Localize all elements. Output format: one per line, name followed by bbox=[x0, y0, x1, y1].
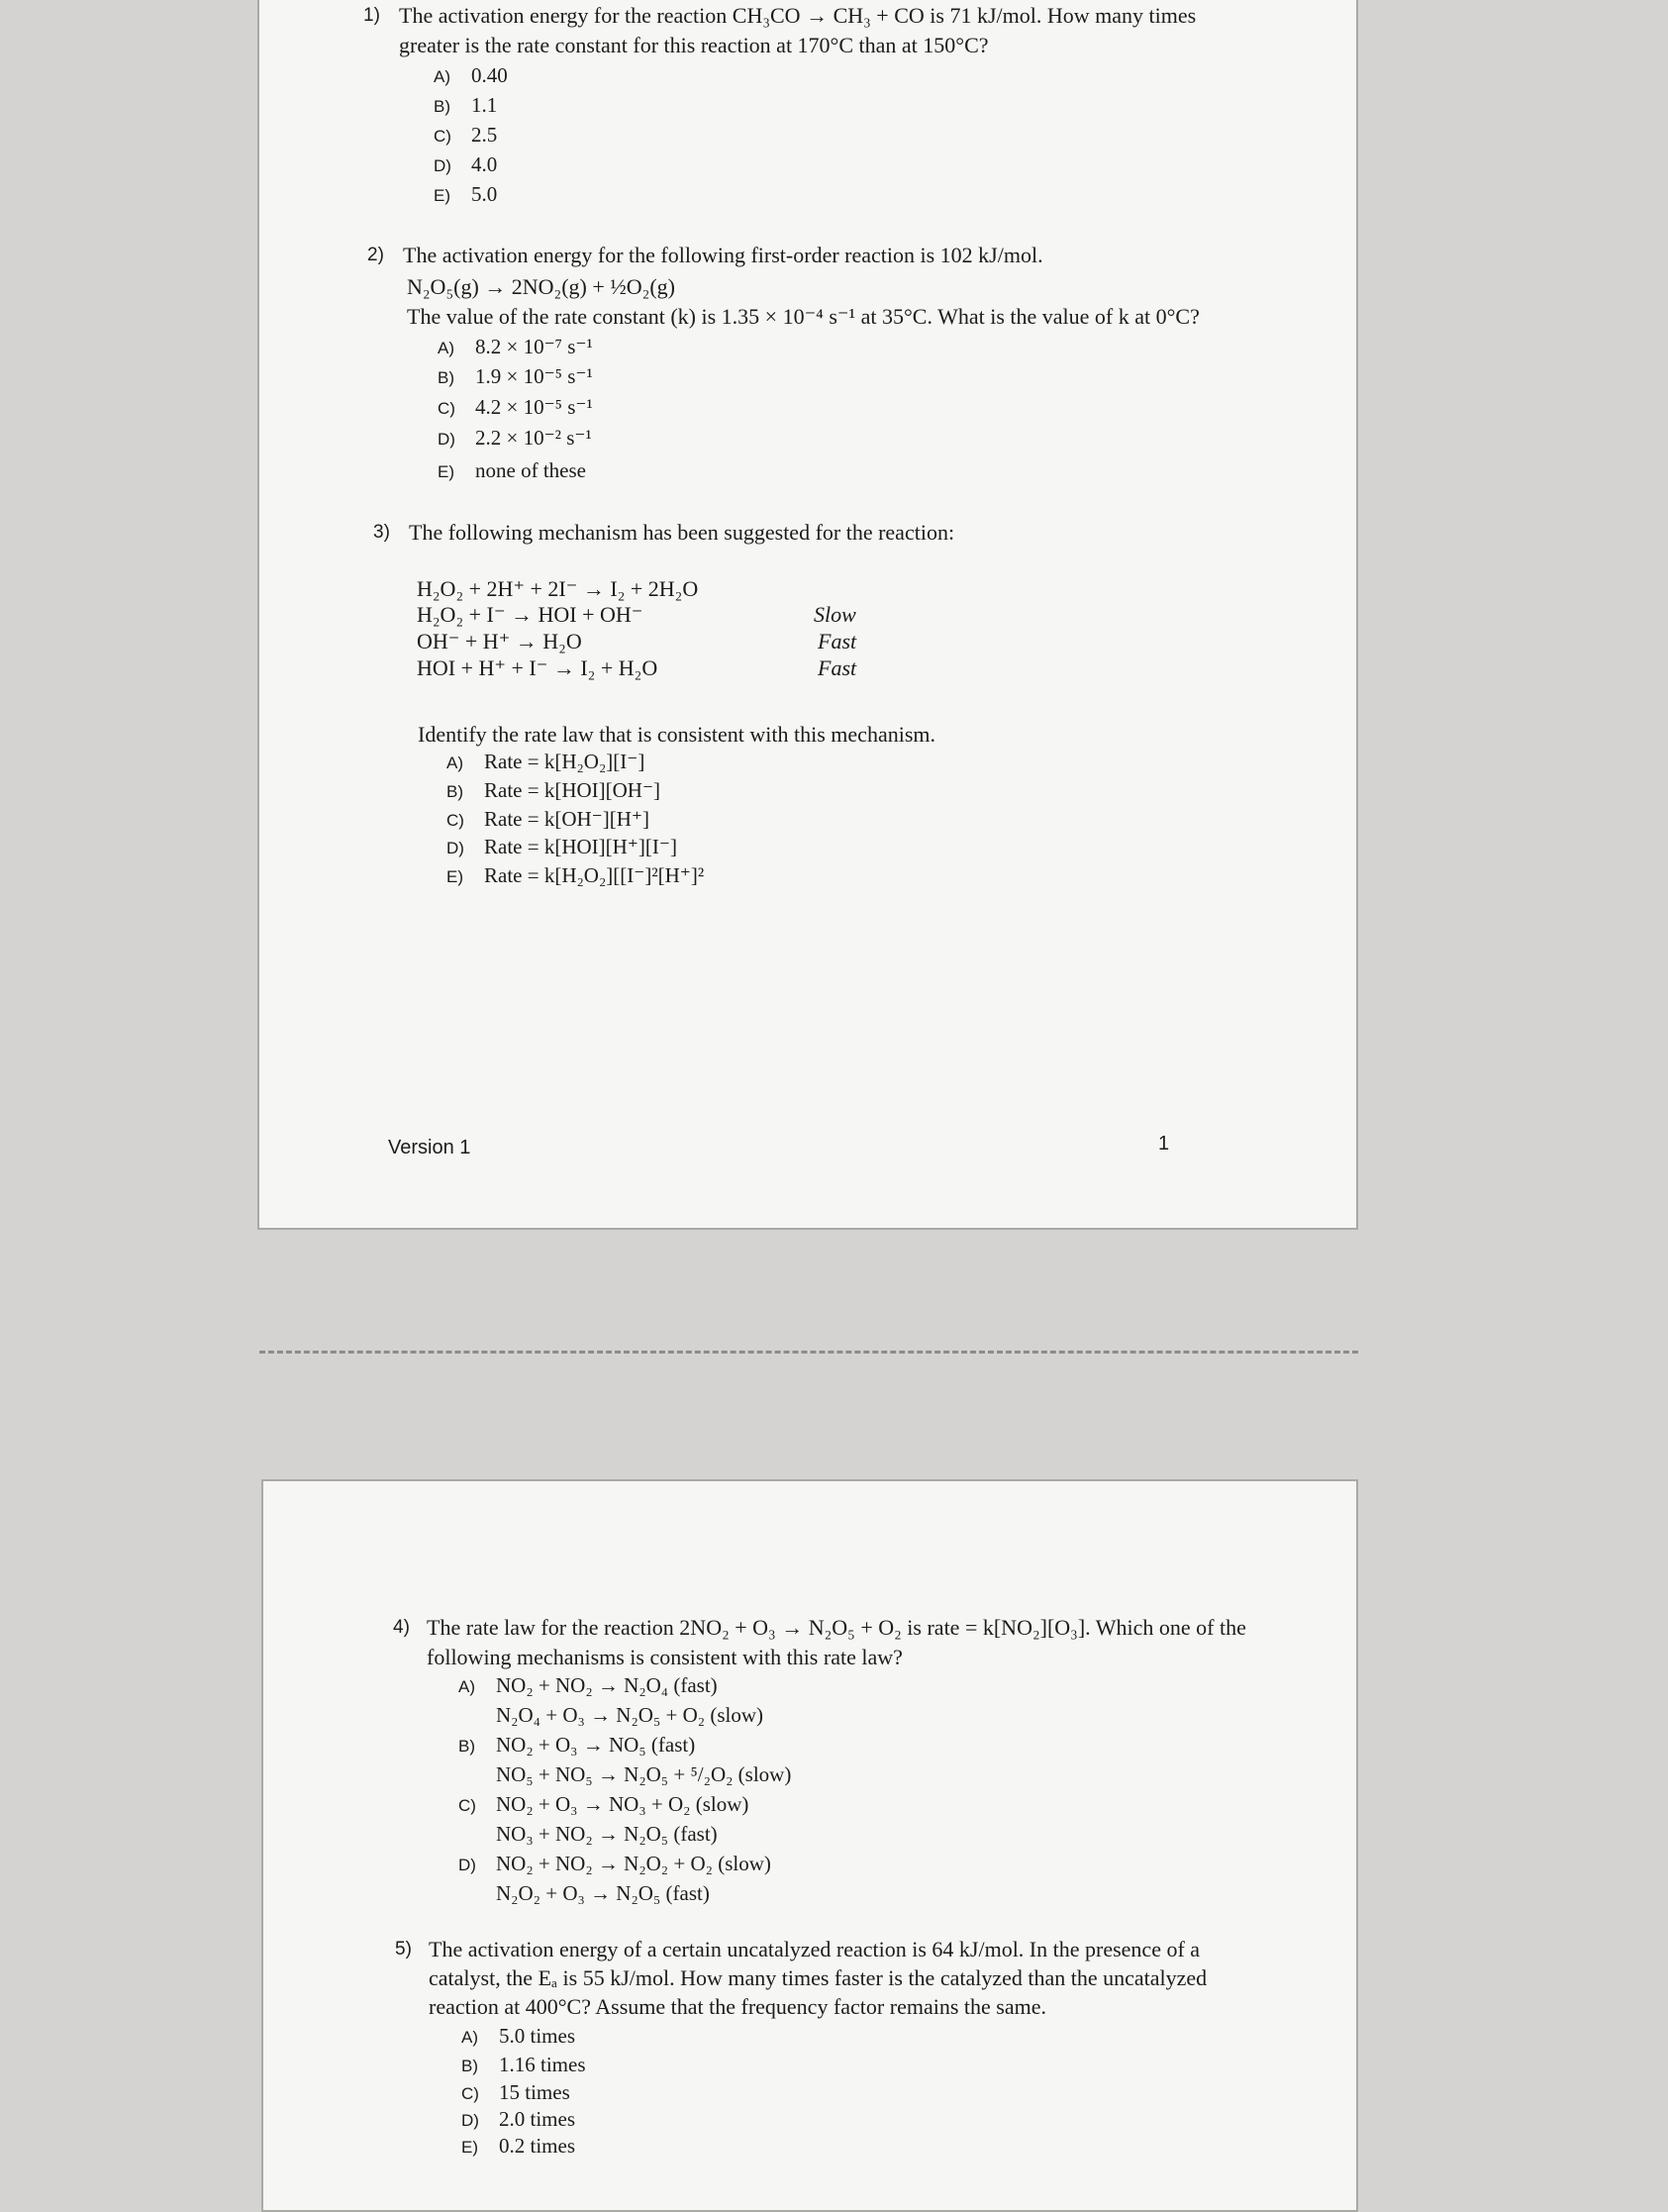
answer-option: E) none of these bbox=[438, 458, 586, 482]
answer-option: B) Rate = k[HOI][OH⁻] bbox=[446, 778, 661, 802]
answer-option-line-2: N₂O₄ + O₃ → N₂O₅ + O₂ (slow) bbox=[496, 1703, 764, 1727]
answer-option: C) 15 times bbox=[461, 2080, 570, 2104]
answer-option: A) 8.2 × 10⁻⁷ s⁻¹ bbox=[438, 335, 593, 358]
question-1-stem-line-2: greater is the rate constant for this reaction at 170°C than at 150°C? bbox=[399, 33, 989, 57]
answer-option: C) 2.5 bbox=[434, 123, 498, 147]
page-number: 1 bbox=[1158, 1133, 1170, 1155]
overall-reaction: H₂O₂ + 2H⁺ + 2I⁻ → I₂ + 2H₂O bbox=[417, 576, 699, 601]
question-2-stem-line-1: The activation energy for the following first-order reaction is 102 kJ/mol. bbox=[403, 243, 1043, 267]
question-number: 4) bbox=[393, 1617, 410, 1638]
answer-option: D) 2.2 × 10⁻² s⁻¹ bbox=[438, 426, 592, 450]
page-divider bbox=[259, 1351, 1358, 1354]
answer-option-line-2: NO₃ + NO₂ → N₂O₅ (fast) bbox=[496, 1822, 718, 1846]
question-5-stem-line-1: The activation energy of a certain uncatalyzed reaction is 64 kJ/mol. In the presence of a bbox=[429, 1937, 1201, 1961]
answer-option: D) Rate = k[HOI][H⁺][I⁻] bbox=[446, 835, 677, 858]
question-2-equation: N₂O₅(g) → 2NO₂(g) + ½O₂(g) bbox=[407, 274, 675, 299]
mechanism-step-equation: OH⁻ + H⁺ → H₂O bbox=[417, 629, 582, 654]
question-3-stem: The following mechanism has been suggested for the reaction: bbox=[409, 520, 955, 545]
answer-option: B) 1.16 times bbox=[461, 2053, 586, 2076]
question-5-stem-line-2: catalyst, the Eₐ is 55 kJ/mol. How many times faster is the catalyzed than the uncatalyzed bbox=[429, 1965, 1208, 1990]
mechanism-step-rate: Fast bbox=[818, 629, 857, 654]
answer-option-line-2: N₂O₂ + O₃ → N₂O₅ (fast) bbox=[496, 1881, 710, 1905]
answer-option: A) 5.0 times bbox=[461, 2024, 575, 2048]
answer-option: B) NO₂ + O₃ → NO₅ (fast) bbox=[458, 1733, 696, 1757]
answer-option: A) Rate = k[H₂O₂][I⁻] bbox=[446, 750, 645, 773]
answer-option: A) 0.40 bbox=[434, 63, 508, 87]
mechanism-step-equation: H₂O₂ + I⁻ → HOI + OH⁻ bbox=[417, 602, 643, 627]
question-3-prompt: Identify the rate law that is consistent with this mechanism. bbox=[418, 722, 935, 747]
answer-option: C) Rate = k[OH⁻][H⁺] bbox=[446, 807, 649, 831]
mechanism-step-rate: Fast bbox=[818, 655, 857, 680]
answer-option: C) NO₂ + O₃ → NO₃ + O₂ (slow) bbox=[458, 1792, 749, 1816]
answer-option: B) 1.1 bbox=[434, 93, 498, 117]
answer-option: A) NO₂ + NO₂ → N₂O₄ (fast) bbox=[458, 1673, 718, 1697]
answer-option: D) NO₂ + NO₂ → N₂O₂ + O₂ (slow) bbox=[458, 1852, 771, 1875]
answer-option: D) 4.0 bbox=[434, 152, 498, 176]
question-number: 1) bbox=[363, 5, 380, 26]
answer-option: E) 5.0 bbox=[434, 182, 498, 206]
question-number: 3) bbox=[373, 522, 390, 543]
question-5-stem-line-3: reaction at 400°C? Assume that the frequency factor remains the same. bbox=[429, 1994, 1046, 2019]
answer-option: D) 2.0 times bbox=[461, 2107, 575, 2131]
version-label: Version 1 bbox=[388, 1137, 471, 1158]
question-4-stem-line-1: The rate law for the reaction 2NO₂ + O₃ → N₂O₅ + O₂ is rate = k[NO₂][O₃]. Which one of the bbox=[427, 1615, 1246, 1640]
question-4-stem-line-2: following mechanisms is consistent with this rate law? bbox=[427, 1645, 903, 1669]
mechanism-step-equation: HOI + H⁺ + I⁻ → I₂ + H₂O bbox=[417, 655, 658, 680]
answer-option-line-2: NO₅ + NO₅ → N₂O₅ + ⁵/₂O₂ (slow) bbox=[496, 1762, 792, 1786]
mechanism-step-rate: Slow bbox=[814, 602, 856, 627]
answer-option: C) 4.2 × 10⁻⁵ s⁻¹ bbox=[438, 395, 593, 419]
answer-option: B) 1.9 × 10⁻⁵ s⁻¹ bbox=[438, 364, 593, 388]
answer-option: E) Rate = k[H₂O₂][[I⁻]²[H⁺]² bbox=[446, 863, 705, 887]
question-number: 5) bbox=[395, 1939, 412, 1960]
question-2-stem-line-3: The value of the rate constant (k) is 1.35 × 10⁻⁴ s⁻¹ at 35°C. What is the value of k at 0°C? bbox=[407, 304, 1200, 329]
exam-page-2 bbox=[261, 1479, 1358, 2212]
answer-option: E) 0.2 times bbox=[461, 2134, 575, 2158]
question-1-stem-line-1: The activation energy for the reaction CH₃CO → CH₃ + CO is 71 kJ/mol. How many times bbox=[399, 3, 1197, 28]
question-number: 2) bbox=[367, 245, 384, 265]
